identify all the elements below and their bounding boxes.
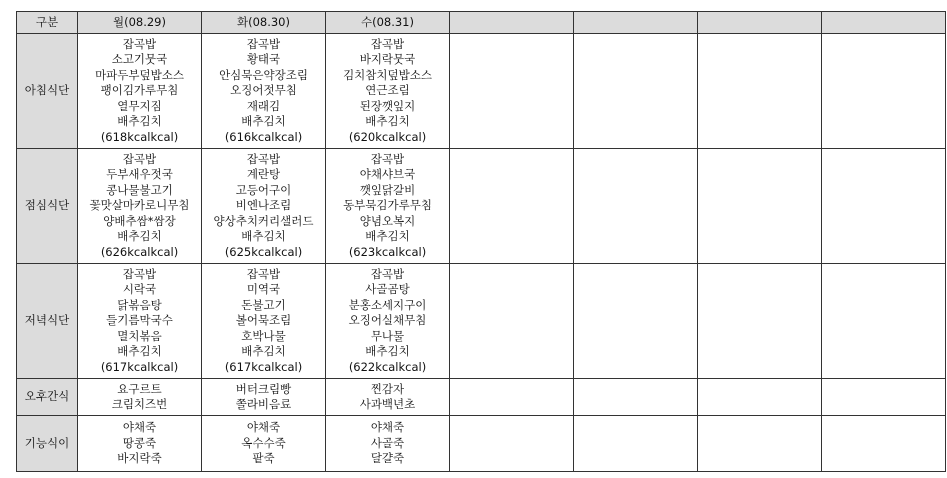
menu-item: 잡곡밥 [246, 266, 281, 281]
menu-cell [326, 264, 450, 379]
menu-item: 버터크림빵 [235, 381, 292, 396]
menu-item: 분홍소세지구이 [348, 297, 427, 312]
menu-cell [450, 264, 574, 379]
menu-cell [698, 149, 822, 264]
header-day-column [698, 12, 822, 34]
menu-cell [326, 149, 450, 264]
header-category: 구분 [17, 12, 78, 34]
menu-item: 두부새우젓국 [106, 167, 173, 182]
menu-cell [698, 416, 822, 472]
menu-cell [822, 264, 946, 379]
menu-item: 요구르트 [117, 381, 162, 396]
menu-item: (620kcalkcal) [348, 129, 427, 144]
menu-cell [326, 34, 450, 149]
menu-item: 사골죽 [370, 435, 405, 450]
menu-item: 고등어구이 [235, 182, 292, 197]
menu-item: 배추김치 [241, 114, 286, 129]
menu-cell [822, 34, 946, 149]
menu-item: 오징어실채무침 [348, 313, 427, 328]
meal-row-label: 오후간식 [17, 379, 78, 416]
menu-cell [202, 149, 326, 264]
menu-item: 사골곰탕 [365, 282, 410, 297]
menu-item: 쫄라비음료 [235, 397, 292, 411]
menu-item: 땅콩죽 [122, 435, 157, 450]
menu-cell [202, 416, 326, 472]
menu-item: 잡곡밥 [370, 151, 405, 166]
menu-item: 열무지짐 [117, 98, 162, 113]
menu-cell [698, 34, 822, 149]
menu-item: (625kcalkcal) [224, 244, 303, 259]
menu-cell [326, 416, 450, 472]
menu-cell [698, 379, 822, 416]
menu-cell [574, 379, 698, 416]
meal-row [17, 34, 946, 149]
menu-item: 사과백년초 [359, 397, 416, 411]
menu-cell [202, 379, 326, 416]
header-day-column: 화(08.30) [202, 12, 326, 34]
menu-item: 동부묵김가루무침 [343, 198, 432, 213]
menu-item: (617kcalkcal) [100, 359, 179, 374]
menu-item: 팽이김가루무침 [100, 83, 179, 98]
menu-item: (623kcalkcal) [348, 244, 427, 259]
menu-item: 김치참치덮밥소스 [343, 67, 432, 82]
menu-item: 달걀죽 [370, 451, 405, 466]
menu-item: 깻잎닭갈비 [359, 182, 416, 197]
menu-item: 무나물 [370, 328, 405, 343]
menu-item: 잡곡밥 [246, 151, 281, 166]
menu-item: 연근조림 [365, 83, 410, 98]
meal-row [17, 379, 946, 416]
menu-item: 비엔나조림 [235, 198, 292, 213]
menu-cell [78, 34, 202, 149]
menu-item: 바지락죽 [117, 451, 162, 466]
menu-cell [574, 34, 698, 149]
menu-cell [574, 149, 698, 264]
menu-item: 양상추치커리샐러드 [213, 213, 314, 228]
menu-item: (617kcalkcal) [224, 359, 303, 374]
menu-item: 야채죽 [122, 420, 157, 435]
menu-cell [574, 416, 698, 472]
menu-item: (626kcalkcal) [100, 244, 179, 259]
menu-item: 야채죽 [246, 420, 281, 435]
menu-item: 콩나물불고기 [106, 182, 173, 197]
menu-item: 배추김치 [117, 344, 162, 359]
menu-cell [822, 379, 946, 416]
meal-row [17, 264, 946, 379]
header-day-column: 수(08.31) [326, 12, 450, 34]
menu-cell [450, 149, 574, 264]
menu-item: 꽃맛살마카로니무침 [89, 198, 190, 213]
menu-item: 잡곡밥 [370, 266, 405, 281]
menu-item: 황태국 [246, 52, 281, 67]
menu-item: 야채샤브국 [359, 167, 416, 182]
menu-item: 팥죽 [252, 451, 275, 466]
menu-cell [574, 264, 698, 379]
menu-item: 잡곡밥 [246, 36, 281, 51]
menu-item: 잡곡밥 [122, 151, 157, 166]
menu-item: 닭볶음탕 [117, 297, 162, 312]
menu-cell [450, 34, 574, 149]
menu-item: 야채죽 [370, 420, 405, 435]
header-day-column [822, 12, 946, 34]
meal-row [17, 149, 946, 264]
menu-cell [822, 416, 946, 472]
menu-item: 배추김치 [241, 229, 286, 244]
meal-row [17, 416, 946, 472]
menu-item: 들기름막국수 [106, 313, 173, 328]
menu-cell [450, 416, 574, 472]
menu-item: 바지락뭇국 [359, 52, 416, 67]
menu-item: 볼어묵조림 [235, 313, 292, 328]
menu-cell [78, 264, 202, 379]
menu-item: 돈불고기 [241, 297, 286, 312]
menu-item: 미역국 [246, 282, 281, 297]
header-row [17, 12, 946, 34]
menu-item: (616kcalkcal) [224, 129, 303, 144]
menu-cell [78, 379, 202, 416]
menu-item: 소고기뭇국 [111, 52, 168, 67]
menu-item: 배추김치 [117, 114, 162, 129]
meal-menu-table [16, 11, 946, 472]
menu-item: 된장깻잎지 [359, 98, 416, 113]
menu-item: (618kcalkcal) [100, 129, 179, 144]
menu-item: 계란탕 [246, 167, 281, 182]
menu-item: 크림치즈번 [111, 397, 168, 411]
menu-cell [202, 264, 326, 379]
menu-item: 찐감자 [370, 381, 405, 396]
menu-item: 호박나물 [241, 328, 286, 343]
header-day-column [574, 12, 698, 34]
menu-item: 시락국 [122, 282, 157, 297]
menu-cell [326, 379, 450, 416]
menu-cell [698, 264, 822, 379]
menu-item: 양념오복지 [359, 213, 416, 228]
menu-item: 오징어젓무침 [230, 83, 297, 98]
menu-cell [78, 416, 202, 472]
menu-item: 멸치볶음 [117, 328, 162, 343]
menu-item: 배추김치 [365, 344, 410, 359]
menu-item: 옥수수죽 [241, 435, 286, 450]
header-day-column [450, 12, 574, 34]
menu-item: 잡곡밥 [122, 266, 157, 281]
header-day-column: 월(08.29) [78, 12, 202, 34]
menu-item: 잡곡밥 [370, 36, 405, 51]
menu-item: 배추김치 [365, 229, 410, 244]
menu-item: 안심묵은약장조림 [219, 67, 308, 82]
meal-row-label: 저녁식단 [17, 264, 78, 379]
menu-item: 배추김치 [365, 114, 410, 129]
menu-item: 양배추쌈*쌈장 [103, 213, 176, 228]
menu-item: 배추김치 [117, 229, 162, 244]
menu-item: 재래김 [246, 98, 281, 113]
menu-item: 배추김치 [241, 344, 286, 359]
meal-row-label: 기능식이 [17, 416, 78, 472]
menu-cell [822, 149, 946, 264]
menu-item: 마파두부덮밥소스 [95, 67, 184, 82]
menu-item: 잡곡밥 [122, 36, 157, 51]
meal-row-label: 점심식단 [17, 149, 78, 264]
menu-cell [202, 34, 326, 149]
menu-cell [78, 149, 202, 264]
menu-item: (622kcalkcal) [348, 359, 427, 374]
meal-row-label: 아침식단 [17, 34, 78, 149]
menu-cell [450, 379, 574, 416]
